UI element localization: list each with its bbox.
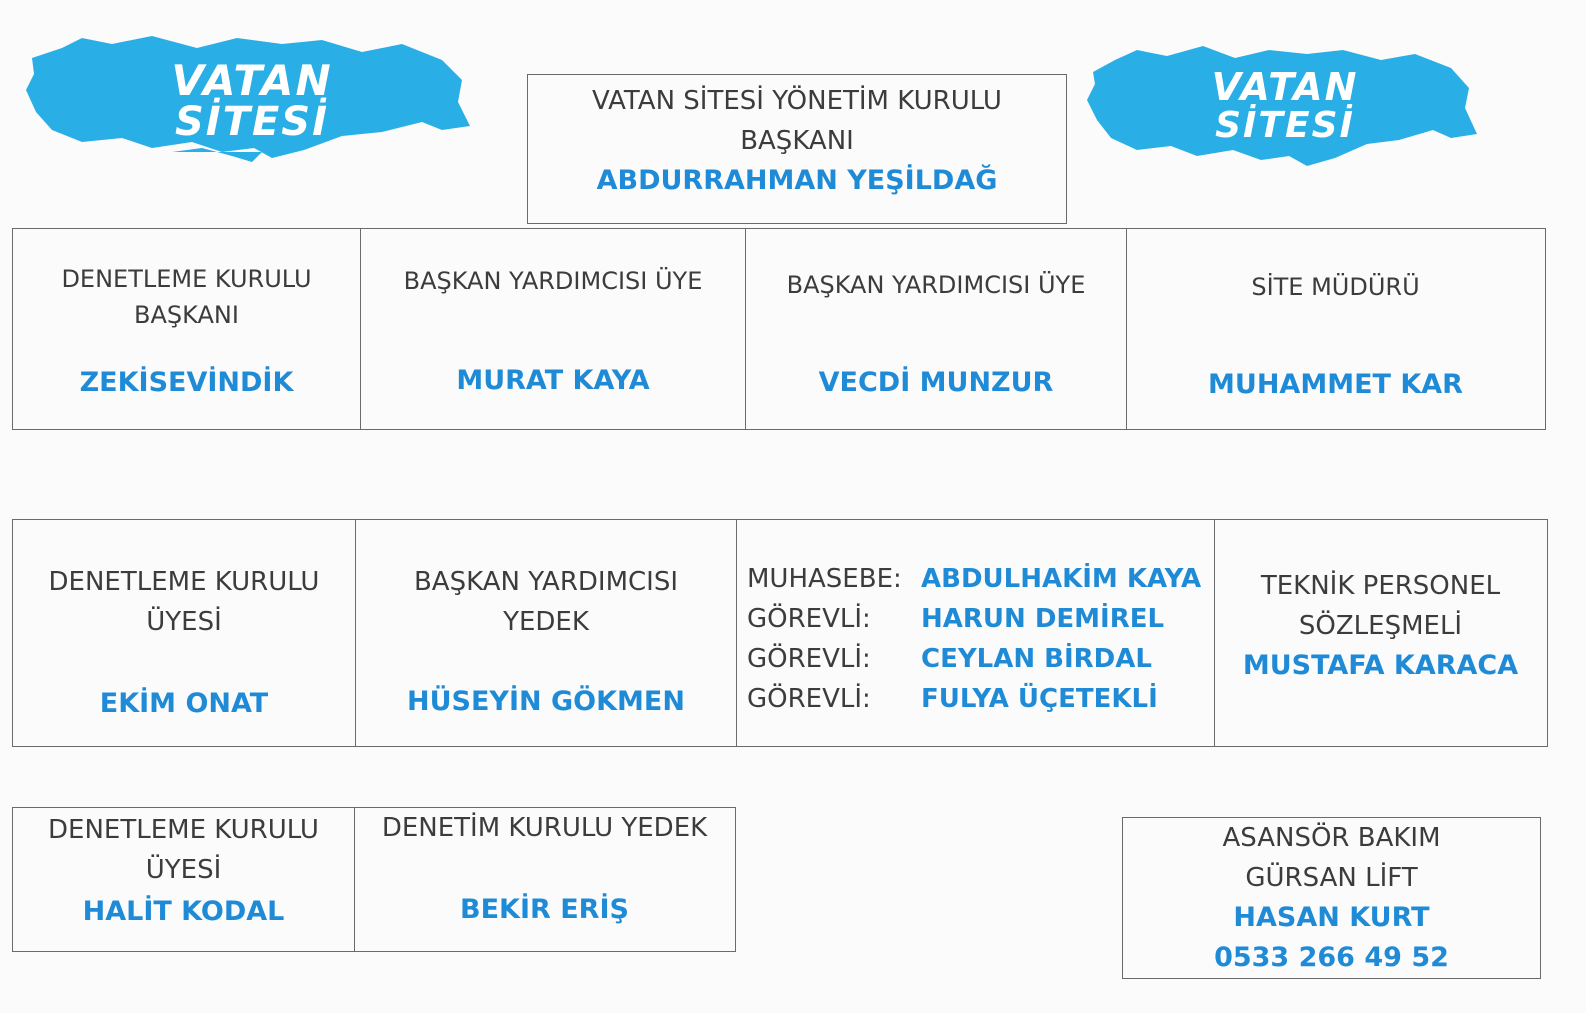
- cell-label: DENETLEME KURULU: [48, 815, 319, 845]
- vatan-sitesi-logo-left: [22, 30, 482, 165]
- president-title-line2: BAŞKANI: [740, 126, 854, 156]
- staff-role: MUHASEBE:: [747, 564, 902, 594]
- vatan-sitesi-logo-right: [1085, 38, 1485, 173]
- cell-name: HALİT KODAL: [82, 896, 285, 927]
- cell-name: HÜSEYİN GÖKMEN: [407, 686, 685, 717]
- elevator-company: GÜRSAN LİFT: [1245, 863, 1418, 893]
- cell-label: DENETLEME KURULU: [61, 265, 312, 293]
- vice-president-substitute-cell: [356, 520, 737, 746]
- audit-board-substitute-cell: [355, 808, 734, 951]
- cell-label: TEKNİK PERSONEL: [1260, 571, 1501, 601]
- board-row-1: [12, 228, 1546, 430]
- cell-label: ÜYESİ: [146, 607, 222, 637]
- staff-name: HARUN DEMİREL: [921, 604, 1165, 634]
- cell-name: VECDİ MUNZUR: [818, 367, 1054, 398]
- cell-label: DENETİM KURULU YEDEK: [381, 813, 708, 843]
- staff-role: GÖREVLİ:: [747, 684, 871, 714]
- cell-name: EKİM ONAT: [99, 688, 269, 719]
- site-manager-cell: [1127, 229, 1544, 429]
- president-name: ABDURRAHMAN YEŞİLDAĞ: [596, 165, 998, 196]
- cell-label: SİTE MÜDÜRÜ: [1251, 273, 1420, 301]
- staff-name: FULYA ÜÇETEKLİ: [921, 684, 1158, 714]
- cell-label: BAŞKANI: [134, 301, 239, 329]
- cell-name: BEKİR ERİŞ: [460, 894, 629, 925]
- cell-label: SÖZLEŞMELİ: [1298, 611, 1463, 641]
- cell-label: YEDEK: [503, 607, 589, 637]
- cell-name: MURAT KAYA: [456, 365, 650, 396]
- cell-label: BAŞKAN YARDIMCISI ÜYE: [786, 271, 1086, 299]
- audit-board-member-cell: [13, 808, 355, 951]
- vice-president-cell: [746, 229, 1127, 429]
- elevator-label: ASANSÖR BAKIM: [1222, 823, 1441, 853]
- vice-president-cell: [361, 229, 746, 429]
- staff-role: GÖREVLİ:: [747, 644, 871, 674]
- president-box: [527, 74, 1067, 224]
- audit-board-member-cell: [13, 520, 356, 746]
- cell-name: MUSTAFA KARACA: [1242, 650, 1519, 681]
- logo-text-line1: VATAN: [171, 56, 333, 105]
- staff-name: CEYLAN BİRDAL: [921, 644, 1152, 674]
- cell-name: MUHAMMET KAR: [1208, 369, 1463, 400]
- elevator-maintenance-box: [1122, 817, 1541, 979]
- staff-role: GÖREVLİ:: [747, 604, 871, 634]
- cell-label: BAŞKAN YARDIMCISI: [413, 567, 679, 597]
- elevator-contact-name: HASAN KURT: [1233, 902, 1430, 933]
- logo-text-line2: SİTESİ: [1215, 105, 1355, 146]
- staff-name: ABDULHAKİM KAYA: [921, 564, 1202, 594]
- board-row-3: [12, 807, 736, 952]
- board-row-2: [12, 519, 1548, 747]
- president-title-line1: VATAN SİTESİ YÖNETİM KURULU: [592, 86, 1002, 116]
- logo-text-line2: SİTESİ: [175, 99, 329, 145]
- logo-text-line1: VATAN: [1211, 65, 1359, 109]
- staff-cell: [737, 520, 1215, 746]
- cell-label: ÜYESİ: [145, 855, 222, 885]
- cell-label: BAŞKAN YARDIMCISI ÜYE: [403, 267, 703, 295]
- audit-board-president-cell: [13, 229, 361, 429]
- technical-staff-cell: [1215, 520, 1546, 746]
- cell-name: ZEKİSEVİNDİK: [79, 367, 294, 398]
- cell-label: DENETLEME KURULU: [48, 567, 320, 597]
- elevator-phone: 0533 266 49 52: [1214, 942, 1449, 973]
